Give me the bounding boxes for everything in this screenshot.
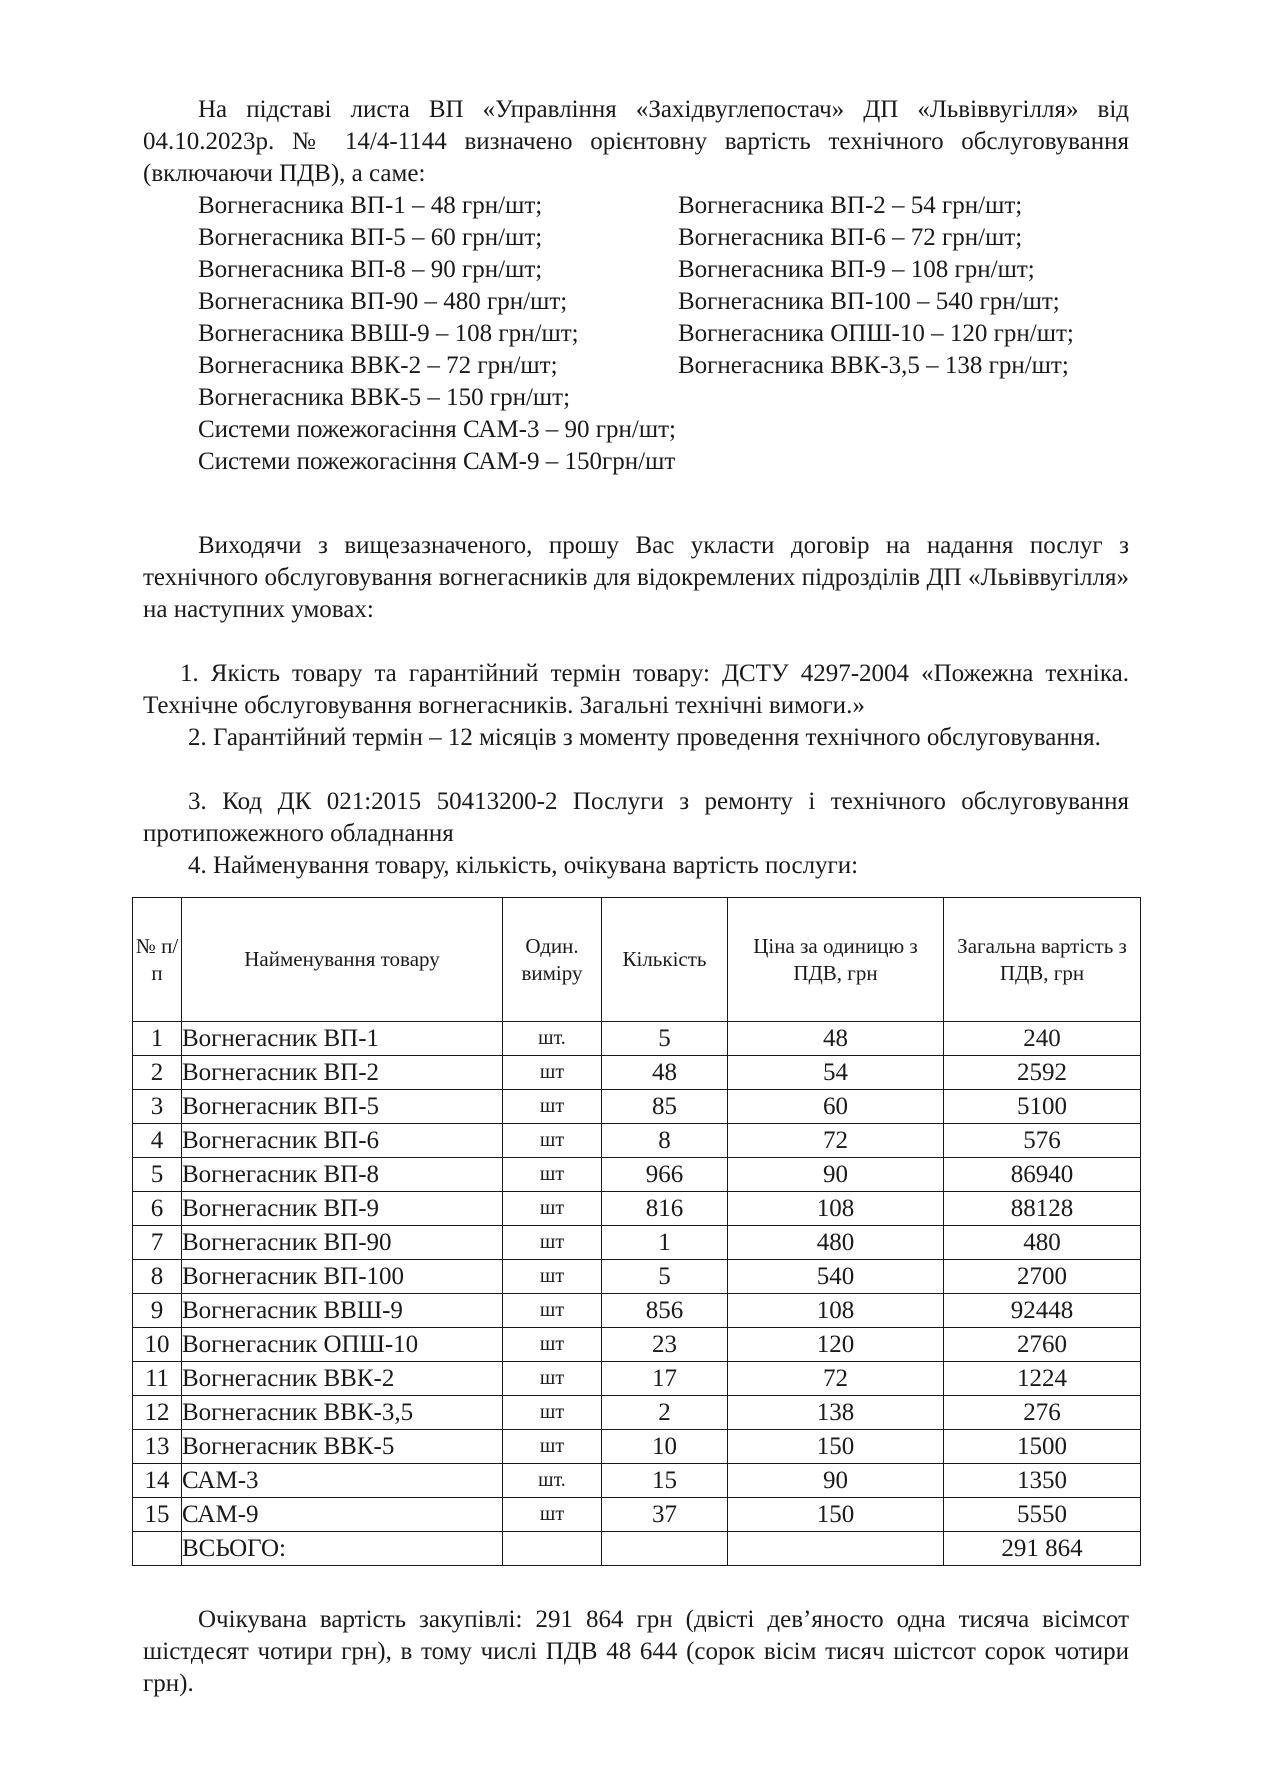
cell-num: 14 bbox=[133, 1464, 182, 1498]
cell-name: Вогнегасник ВП-1 bbox=[182, 1022, 503, 1056]
price-list-item: Вогнегасника ВВК-3,5 – 138 грн/шт; bbox=[678, 352, 1069, 379]
header-unit: Один. виміру bbox=[503, 898, 602, 1022]
cell-qty: 37 bbox=[602, 1498, 728, 1532]
table-row bbox=[133, 1328, 1141, 1362]
cell-num: 10 bbox=[133, 1328, 182, 1362]
table-row bbox=[133, 1022, 1141, 1056]
price-list bbox=[198, 190, 1148, 478]
cell-num: 6 bbox=[133, 1192, 182, 1226]
cell-unit: шт bbox=[503, 1056, 602, 1090]
cell-price: 54 bbox=[728, 1056, 944, 1090]
cell-price: 138 bbox=[728, 1396, 944, 1430]
cell-qty: 8 bbox=[602, 1124, 728, 1158]
header-total: Загальна вартість з ПДВ, грн bbox=[944, 898, 1141, 1022]
price-list-item: Вогнегасника ВП-90 – 480 грн/шт; bbox=[198, 288, 568, 315]
cell-num: 9 bbox=[133, 1294, 182, 1328]
table-row bbox=[133, 1464, 1141, 1498]
cell-unit: шт bbox=[503, 1362, 602, 1396]
cell-total: 2592 bbox=[944, 1056, 1141, 1090]
price-list-row bbox=[198, 222, 1148, 254]
price-list-item: Вогнегасника ВВК-2 – 72 грн/шт; bbox=[198, 352, 558, 379]
cell-price: 90 bbox=[728, 1158, 944, 1192]
table-row bbox=[133, 1294, 1141, 1328]
price-list-item: Вогнегасника ВП-9 – 108 грн/шт; bbox=[678, 256, 1035, 283]
total-empty-qty bbox=[602, 1532, 728, 1566]
cell-price: 480 bbox=[728, 1226, 944, 1260]
table-row bbox=[133, 1430, 1141, 1464]
cell-unit: шт bbox=[503, 1124, 602, 1158]
cell-name: Вогнегасник ВП-100 bbox=[182, 1260, 503, 1294]
cell-total: 92448 bbox=[944, 1294, 1141, 1328]
header-price: Ціна за одиницю з ПДВ, грн bbox=[728, 898, 944, 1022]
cell-qty: 15 bbox=[602, 1464, 728, 1498]
cell-num: 8 bbox=[133, 1260, 182, 1294]
cell-qty: 48 bbox=[602, 1056, 728, 1090]
cell-name: Вогнегасник ВВК-3,5 bbox=[182, 1396, 503, 1430]
cell-num: 13 bbox=[133, 1430, 182, 1464]
cell-unit: шт bbox=[503, 1158, 602, 1192]
cell-total: 1224 bbox=[944, 1362, 1141, 1396]
table-row bbox=[133, 1158, 1141, 1192]
cell-num: 5 bbox=[133, 1158, 182, 1192]
cell-unit: шт bbox=[503, 1192, 602, 1226]
price-list-row bbox=[198, 446, 1148, 478]
price-list-item: Системи пожежогасіння САМ-9 – 150грн/шт bbox=[198, 448, 676, 475]
price-list-row bbox=[198, 350, 1148, 382]
price-list-item: Вогнегасника ВП-100 – 540 грн/шт; bbox=[678, 288, 1060, 315]
cell-qty: 5 bbox=[602, 1022, 728, 1056]
cell-num: 11 bbox=[133, 1362, 182, 1396]
request-paragraph: Виходячи з вищезазначеного, прошу Вас укласти договір на надання послуг з технічного обслуговування вогнегасників для відокремлених підрозділів ДП «Львіввугілля» на наступних умовах: bbox=[143, 532, 1129, 623]
table-row bbox=[133, 1498, 1141, 1532]
summary-paragraph: Очікувана вартість закупівлі: 291 864 грн (двісті дев’яносто одна тисяча вісімсот шістдесят чотири грн), в тому числі ПДВ 48 644 (сорок вісім тисяч шістсот сорок чотири грн). bbox=[143, 1606, 1129, 1697]
table-row bbox=[133, 1124, 1141, 1158]
cell-unit: шт bbox=[503, 1294, 602, 1328]
cell-total: 2700 bbox=[944, 1260, 1141, 1294]
price-list-row bbox=[198, 254, 1148, 286]
cell-name: Вогнегасник ВП-90 bbox=[182, 1226, 503, 1260]
cell-num: 3 bbox=[133, 1090, 182, 1124]
header-qty: Кількість bbox=[602, 898, 728, 1022]
cell-total: 5550 bbox=[944, 1498, 1141, 1532]
cell-unit: шт bbox=[503, 1430, 602, 1464]
cell-total: 86940 bbox=[944, 1158, 1141, 1192]
cell-num: 7 bbox=[133, 1226, 182, 1260]
price-list-item: Системи пожежогасіння САМ-3 – 90 грн/шт; bbox=[198, 416, 676, 443]
cell-total: 1350 bbox=[944, 1464, 1141, 1498]
cell-name: САМ-3 bbox=[182, 1464, 503, 1498]
cell-num: 12 bbox=[133, 1396, 182, 1430]
table-row bbox=[133, 1090, 1141, 1124]
cell-total: 576 bbox=[944, 1124, 1141, 1158]
price-list-row bbox=[198, 414, 1148, 446]
cell-total: 240 bbox=[944, 1022, 1141, 1056]
cell-name: Вогнегасник ВП-8 bbox=[182, 1158, 503, 1192]
cell-qty: 23 bbox=[602, 1328, 728, 1362]
cell-qty: 5 bbox=[602, 1260, 728, 1294]
cell-name: Вогнегасник ВП-6 bbox=[182, 1124, 503, 1158]
price-list-item: Вогнегасника ВП-5 – 60 грн/шт; bbox=[198, 224, 543, 251]
cell-price: 150 bbox=[728, 1498, 944, 1532]
price-list-item: Вогнегасника ВП-8 – 90 грн/шт; bbox=[198, 256, 543, 283]
price-list-item: Вогнегасника ВП-6 – 72 грн/шт; bbox=[678, 224, 1023, 251]
table-header-row bbox=[133, 898, 1141, 1022]
cell-num: 4 bbox=[133, 1124, 182, 1158]
cell-unit: шт. bbox=[503, 1022, 602, 1056]
cell-name: Вогнегасник ОПШ-10 bbox=[182, 1328, 503, 1362]
cell-qty: 816 bbox=[602, 1192, 728, 1226]
price-list-item: Вогнегасника ВВК-5 – 150 грн/шт; bbox=[198, 384, 571, 411]
cell-price: 108 bbox=[728, 1294, 944, 1328]
cell-unit: шт bbox=[503, 1396, 602, 1430]
cell-qty: 17 bbox=[602, 1362, 728, 1396]
cell-price: 108 bbox=[728, 1192, 944, 1226]
table-row bbox=[133, 1396, 1141, 1430]
cell-price: 72 bbox=[728, 1362, 944, 1396]
cell-price: 90 bbox=[728, 1464, 944, 1498]
cell-total: 1500 bbox=[944, 1430, 1141, 1464]
cell-qty: 966 bbox=[602, 1158, 728, 1192]
cell-total: 88128 bbox=[944, 1192, 1141, 1226]
condition-2: 2. Гарантійний термін – 12 місяців з моменту проведення технічного обслуговування. bbox=[188, 724, 1101, 751]
cell-price: 540 bbox=[728, 1260, 944, 1294]
cell-qty: 856 bbox=[602, 1294, 728, 1328]
price-list-item: Вогнегасника ВВШ-9 – 108 грн/шт; bbox=[198, 320, 579, 347]
cell-name: Вогнегасник ВВШ-9 bbox=[182, 1294, 503, 1328]
cell-total: 5100 bbox=[944, 1090, 1141, 1124]
table-row bbox=[133, 1362, 1141, 1396]
cell-total: 2760 bbox=[944, 1328, 1141, 1362]
cell-qty: 1 bbox=[602, 1226, 728, 1260]
price-list-item: Вогнегасника ВП-1 – 48 грн/шт; bbox=[198, 192, 543, 219]
cell-num: 1 bbox=[133, 1022, 182, 1056]
cell-name: Вогнегасник ВП-2 bbox=[182, 1056, 503, 1090]
condition-3: 3. Код ДК 021:2015 50413200-2 Послуги з ремонту і технічного обслуговування протипожежного обладнання bbox=[143, 788, 1129, 847]
total-empty-price bbox=[728, 1532, 944, 1566]
cell-qty: 10 bbox=[602, 1430, 728, 1464]
intro-paragraph: На підставі листа ВП «Управління «Західвуглепостач» ДП «Львіввугілля» від 04.10.2023р. № 14/4-1144 визначено орієнтовну вартість технічного обслуговування (включаючи ПДВ), а саме: bbox=[143, 96, 1129, 187]
table-total-row bbox=[133, 1532, 1141, 1566]
cell-name: Вогнегасник ВП-9 bbox=[182, 1192, 503, 1226]
price-list-row bbox=[198, 318, 1148, 350]
cell-num: 15 bbox=[133, 1498, 182, 1532]
cell-price: 72 bbox=[728, 1124, 944, 1158]
cell-price: 150 bbox=[728, 1430, 944, 1464]
total-value: 291 864 bbox=[944, 1532, 1141, 1566]
condition-4: 4. Найменування товару, кількість, очікувана вартість послуги: bbox=[188, 852, 859, 879]
table-row bbox=[133, 1260, 1141, 1294]
price-list-row bbox=[198, 190, 1148, 222]
condition-1: 1. Якість товару та гарантійний термін товару: ДСТУ 4297-2004 «Пожежна техніка. Технічне обслуговування вогнегасників. Загальні технічні вимоги.» bbox=[143, 660, 1129, 719]
cell-price: 60 bbox=[728, 1090, 944, 1124]
header-name: Найменування товару bbox=[182, 898, 503, 1022]
table-row bbox=[133, 1056, 1141, 1090]
cell-name: САМ-9 bbox=[182, 1498, 503, 1532]
cell-unit: шт bbox=[503, 1498, 602, 1532]
cell-total: 276 bbox=[944, 1396, 1141, 1430]
cell-name: Вогнегасник ВВК-5 bbox=[182, 1430, 503, 1464]
cell-unit: шт bbox=[503, 1260, 602, 1294]
price-list-item: Вогнегасника ОПШ-10 – 120 грн/шт; bbox=[678, 320, 1074, 347]
cell-unit: шт bbox=[503, 1328, 602, 1362]
price-list-row bbox=[198, 382, 1148, 414]
cell-name: Вогнегасник ВП-5 bbox=[182, 1090, 503, 1124]
total-label: ВСЬОГО: bbox=[182, 1532, 503, 1566]
cell-unit: шт bbox=[503, 1090, 602, 1124]
cell-price: 120 bbox=[728, 1328, 944, 1362]
cell-unit: шт bbox=[503, 1226, 602, 1260]
total-empty-unit bbox=[503, 1532, 602, 1566]
cell-unit: шт. bbox=[503, 1464, 602, 1498]
header-num: № п/п bbox=[133, 898, 182, 1022]
table-row bbox=[133, 1226, 1141, 1260]
cell-qty: 2 bbox=[602, 1396, 728, 1430]
cell-total: 480 bbox=[944, 1226, 1141, 1260]
cell-qty: 85 bbox=[602, 1090, 728, 1124]
price-list-row bbox=[198, 286, 1148, 318]
cell-price: 48 bbox=[728, 1022, 944, 1056]
cell-num: 2 bbox=[133, 1056, 182, 1090]
price-list-item: Вогнегасника ВП-2 – 54 грн/шт; bbox=[678, 192, 1023, 219]
total-empty-num bbox=[133, 1532, 182, 1566]
cell-name: Вогнегасник ВВК-2 bbox=[182, 1362, 503, 1396]
table-row bbox=[133, 1192, 1141, 1226]
goods-table bbox=[132, 897, 1141, 1566]
